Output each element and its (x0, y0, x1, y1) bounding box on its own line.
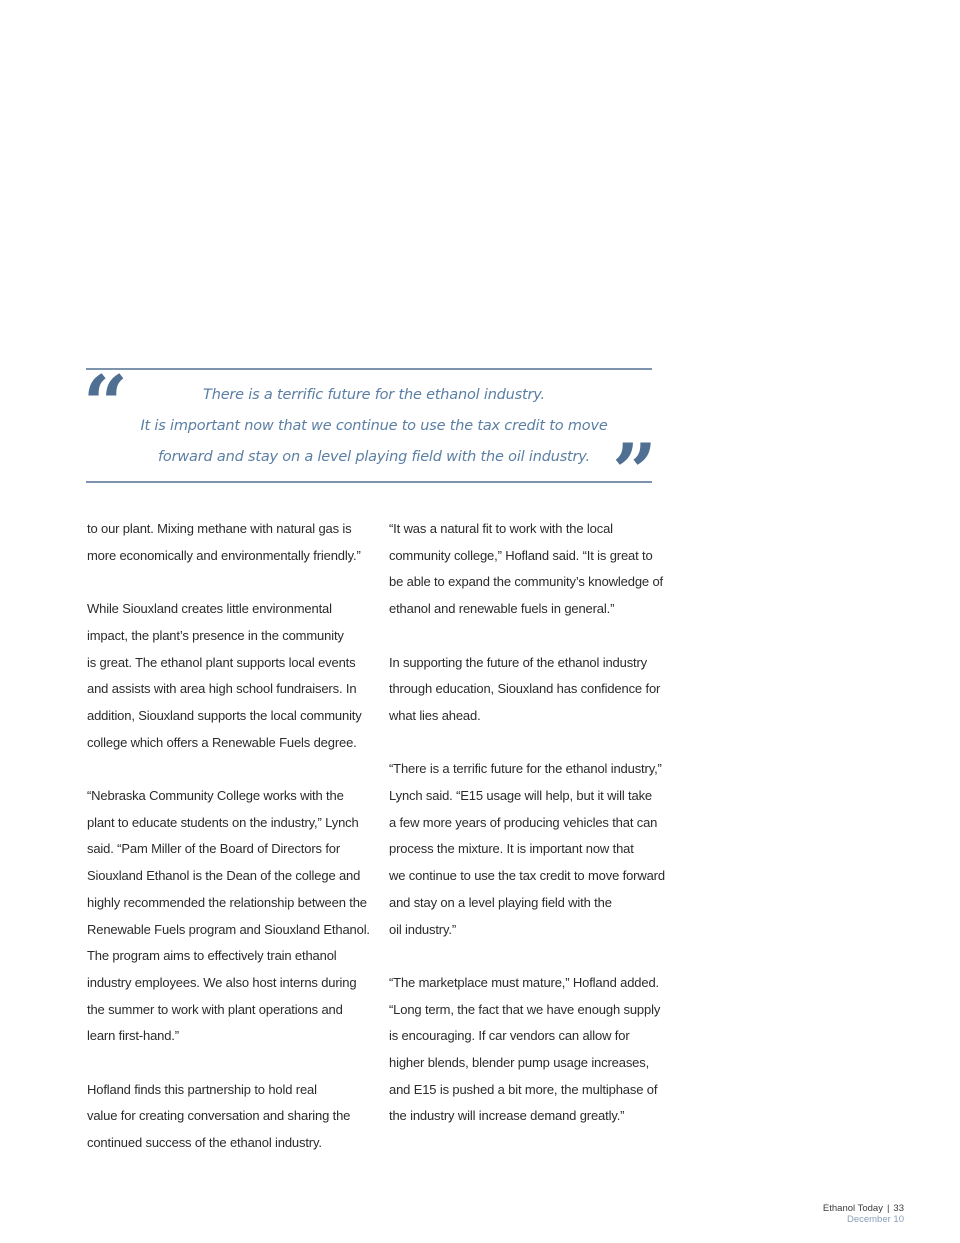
pull-quote (120, 380, 628, 473)
pull-quote-line: forward and stay on a level playing field with the oil industry. (158, 449, 590, 465)
text-line: is encouraging. If car vendors can allow for (389, 1028, 630, 1044)
text-line: “Nebraska Community College works with the (87, 788, 344, 803)
close-quote-mark: ” (612, 427, 657, 518)
text-line: process the mixture. It is important now that (389, 841, 634, 857)
page-footer (823, 1203, 904, 1225)
text-line: While Siouxland creates little environmental (87, 601, 332, 617)
text-line: Renewable Fuels program and Siouxland Ethanol. (87, 921, 370, 937)
pull-quote-top-rule (86, 368, 652, 370)
pull-quote-bottom-rule (86, 481, 652, 483)
text-line: and E15 is pushed a bit more, the multiphase of (389, 1081, 658, 1097)
text-line: Lynch said. “E15 usage will help, but it will take (389, 788, 652, 803)
text-line: continued success of the ethanol industry. (87, 1135, 322, 1151)
article-column-right (389, 516, 665, 1157)
issue-date: December 10 (846, 1214, 904, 1225)
text-line: addition, Siouxland supports the local community (87, 707, 362, 723)
text-line: value for creating conversation and sharing the (87, 1108, 351, 1124)
text-line: The program aims to effectively train ethanol (87, 948, 337, 964)
text-line: said. “Pam Miller of the Board of Directors for (87, 841, 341, 857)
paragraph (389, 650, 661, 730)
text-line: learn first-hand.” (87, 1028, 179, 1044)
text-line: a few more years of producing vehicles that can (389, 814, 658, 830)
text-line: Siouxland Ethanol is the Dean of the college and (87, 868, 361, 884)
text-line: In supporting the future of the ethanol industry (389, 654, 648, 670)
text-line: be able to expand the community’s knowledge of (389, 574, 663, 590)
text-line: “There is a terrific future for the ethanol industry,” (389, 761, 662, 777)
text-line: “It was a natural fit to work with the local (389, 521, 613, 536)
text-line: ethanol and renewable fuels in general.” (389, 601, 615, 617)
text-line: to our plant. Mixing methane with natural gas is (87, 521, 352, 536)
text-line: “Long term, the fact that we have enough supply (389, 1001, 661, 1017)
text-line: the industry will increase demand greatly.” (389, 1108, 625, 1124)
paragraph (389, 516, 663, 623)
text-line: the summer to work with plant operations and (87, 1001, 343, 1017)
text-line: what lies ahead. (389, 707, 481, 723)
text-line: we continue to use the tax credit to move forward (389, 868, 665, 884)
text-line: and assists with area high school fundraisers. In (87, 681, 357, 697)
paragraph (389, 756, 665, 943)
text-line: “The marketplace must mature,” Hofland added. (389, 974, 659, 990)
footer-separator: | (886, 1203, 890, 1214)
text-line: more economically and environmentally friendly.” (87, 547, 361, 563)
paragraph (87, 516, 361, 569)
text-line: plant to educate students on the industry,” Lynch (87, 814, 359, 830)
text-line: Hofland finds this partnership to hold real (87, 1081, 317, 1097)
text-line: oil industry.” (389, 921, 457, 937)
text-line: is great. The ethanol plant supports local events (87, 654, 356, 670)
page-number: 33 (893, 1203, 904, 1214)
text-line: industry employees. We also host interns during (87, 974, 357, 990)
paragraph (87, 596, 362, 756)
text-line: community college,” Hofland said. “It is great to (389, 547, 653, 563)
paragraph (389, 970, 661, 1130)
open-quote-mark: “ (83, 359, 128, 450)
article-column-left (87, 516, 370, 1184)
text-line: and stay on a level playing field with the (389, 894, 612, 910)
paragraph (87, 783, 370, 1050)
text-line: college which offers a Renewable Fuels degree. (87, 734, 357, 750)
text-line: higher blends, blender pump usage increases, (389, 1055, 650, 1071)
paragraph (87, 1077, 355, 1157)
text-line: impact, the plant’s presence in the community (87, 627, 344, 643)
publication-name: Ethanol Today (822, 1203, 883, 1214)
pull-quote-line: It is important now that we continue to use the tax credit to move (140, 418, 608, 434)
text-line: through education, Siouxland has confidence for (389, 681, 661, 697)
text-line: highly recommended the relationship between the (87, 894, 367, 910)
pull-quote-line: There is a terrific future for the ethanol industry. (203, 387, 545, 403)
